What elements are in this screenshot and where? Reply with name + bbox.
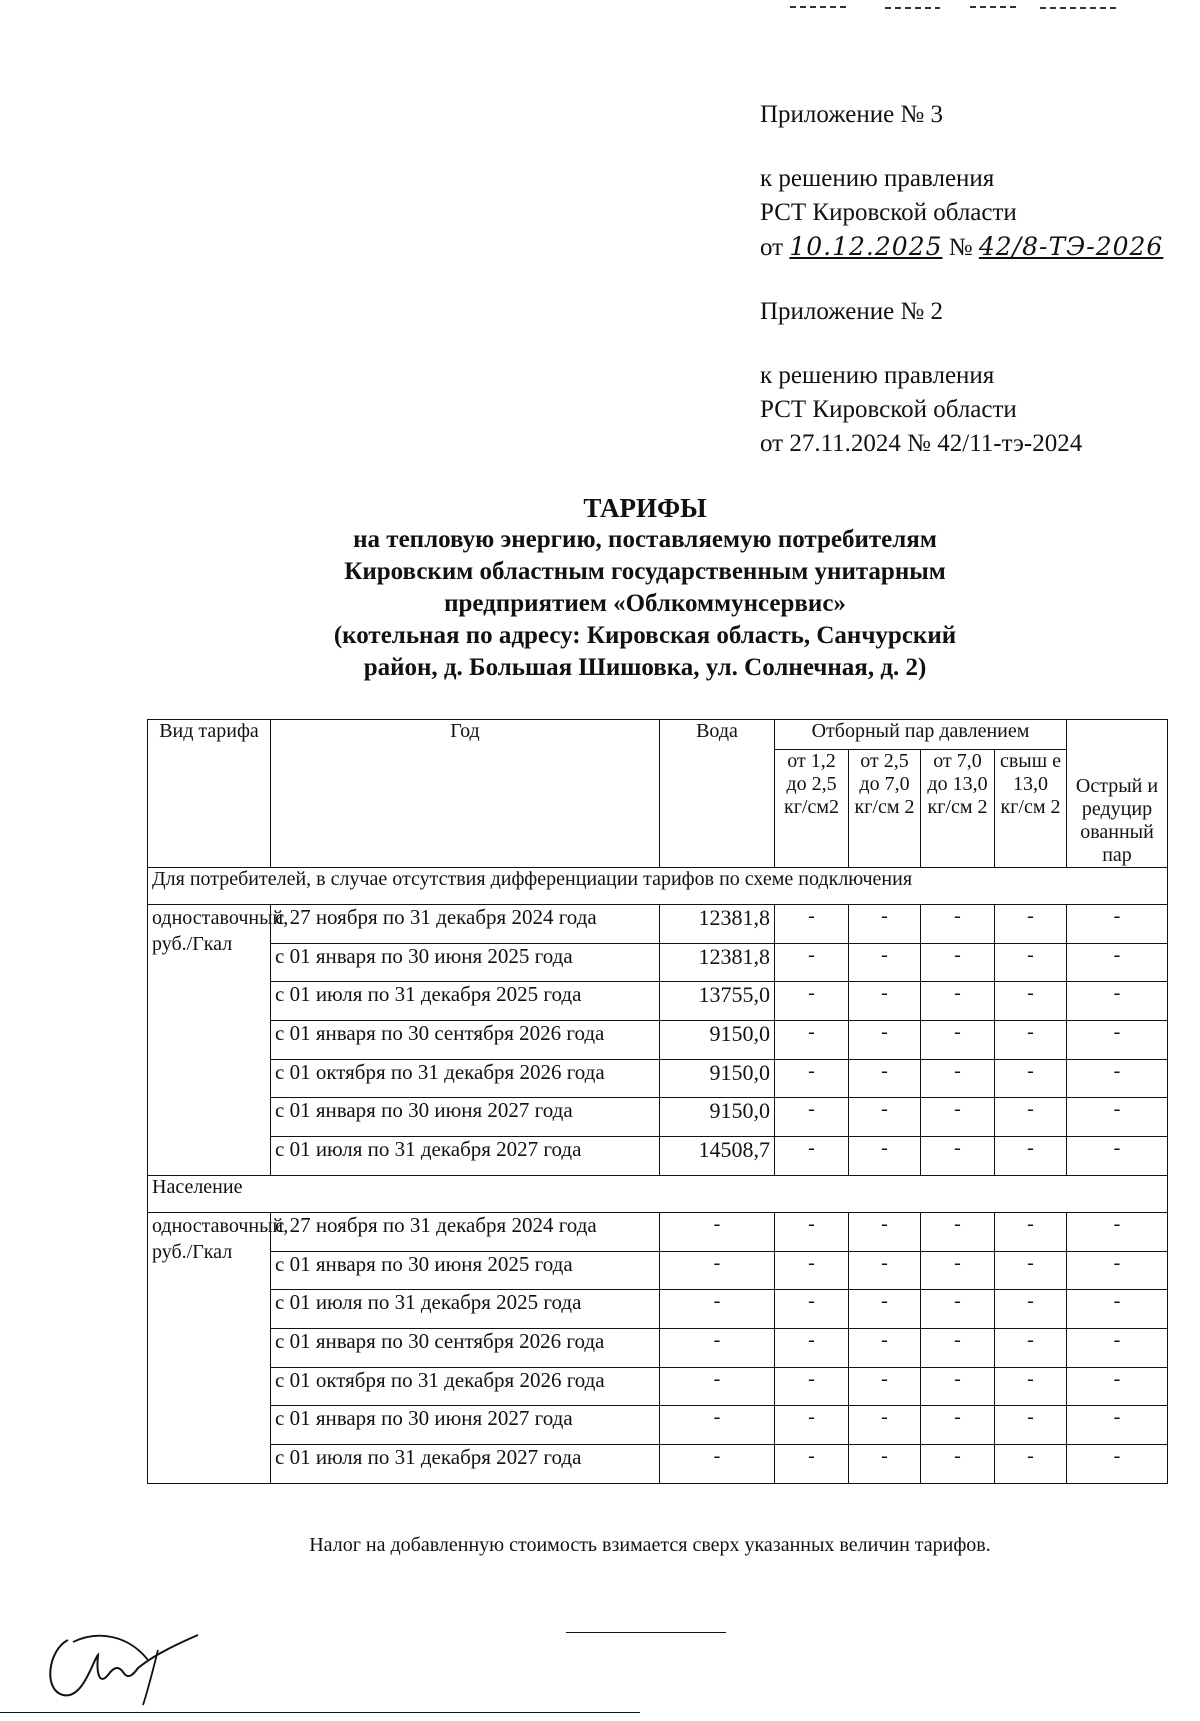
sharp-steam-cell: - <box>1067 943 1168 982</box>
pressure-3-cell: - <box>921 1406 995 1445</box>
header-kind: Вид тарифа <box>148 720 271 868</box>
table-row <box>148 1328 1168 1367</box>
water-cell: 12381,8 <box>660 943 775 982</box>
pressure-1-cell: - <box>775 943 849 982</box>
header-sharp-steam: Острый и редуцир ованный пар <box>1067 720 1168 868</box>
water-cell: - <box>660 1212 775 1251</box>
pressure-4-cell: - <box>995 1137 1067 1176</box>
scan-edge-marks <box>790 0 1130 8</box>
water-cell: - <box>660 1251 775 1290</box>
table-row <box>148 1059 1168 1098</box>
water-cell: 9150,0 <box>660 1059 775 1098</box>
water-cell: - <box>660 1444 775 1483</box>
sharp-steam-cell: - <box>1067 1251 1168 1290</box>
pressure-2-cell: - <box>849 943 921 982</box>
sharp-steam-cell: - <box>1067 1367 1168 1406</box>
header-pressure-1: от 1,2 до 2,5 кг/см2 <box>775 750 849 868</box>
sharp-steam-cell: - <box>1067 1059 1168 1098</box>
period-cell: с 01 июля по 31 декабря 2027 года <box>271 1137 660 1176</box>
pressure-2-cell: - <box>849 1137 921 1176</box>
water-cell: - <box>660 1290 775 1329</box>
pressure-4-cell: - <box>995 1406 1067 1445</box>
pressure-1-cell: - <box>775 1098 849 1137</box>
pressure-2-cell: - <box>849 1290 921 1329</box>
pressure-2-cell: - <box>849 905 921 944</box>
sharp-steam-cell: - <box>1067 1137 1168 1176</box>
water-cell: 12381,8 <box>660 905 775 944</box>
pressure-3-cell: - <box>921 943 995 982</box>
period-cell: с 01 января по 30 июня 2025 года <box>271 943 660 982</box>
table-row <box>148 1290 1168 1329</box>
vat-footnote: Налог на добавленную стоимость взимается сверх указанных величин тарифов. <box>309 1534 991 1556</box>
sharp-steam-cell: - <box>1067 1290 1168 1329</box>
sharp-steam-cell: - <box>1067 1444 1168 1483</box>
pressure-4-cell: - <box>995 1251 1067 1290</box>
pressure-1-cell: - <box>775 1059 849 1098</box>
appendix3-num-label: № <box>948 234 973 261</box>
table-row <box>148 1212 1168 1251</box>
pressure-4-cell: - <box>995 982 1067 1021</box>
pressure-2-cell: - <box>849 1021 921 1060</box>
title-line4: (котельная по адресу: Кировская область, Санчурский <box>333 622 957 649</box>
water-cell: - <box>660 1406 775 1445</box>
table-row <box>148 982 1168 1021</box>
period-cell: с 01 января по 30 сентября 2026 года <box>271 1328 660 1367</box>
pressure-4-cell: - <box>995 943 1067 982</box>
table-row <box>148 1251 1168 1290</box>
title-line5: район, д. Большая Шишовка, ул. Солнечная, д. 2) <box>363 654 927 681</box>
appendix3-date: 10.12.2025 <box>789 232 943 261</box>
appendix3-line2: РСТ Кировской области <box>760 199 1017 226</box>
sharp-steam-cell: - <box>1067 1098 1168 1137</box>
water-cell: - <box>660 1328 775 1367</box>
appendix3-number: 42/8-ТЭ-2026 <box>978 232 1164 261</box>
pressure-4-cell: - <box>995 905 1067 944</box>
pressure-4-cell: - <box>995 1098 1067 1137</box>
appendix-header <box>760 98 1163 461</box>
period-cell: с 01 июля по 31 декабря 2027 года <box>271 1444 660 1483</box>
pressure-3-cell: - <box>921 1212 995 1251</box>
pressure-2-cell: - <box>849 1098 921 1137</box>
sharp-steam-cell: - <box>1067 1406 1168 1445</box>
header-water: Вода <box>660 720 775 868</box>
pressure-4-cell: - <box>995 1367 1067 1406</box>
pressure-1-cell: - <box>775 1290 849 1329</box>
header-year: Год <box>271 720 660 868</box>
pressure-3-cell: - <box>921 1367 995 1406</box>
header-pressure-2: от 2,5 до 7,0 кг/см 2 <box>849 750 921 868</box>
document-title <box>0 492 1200 684</box>
pressure-3-cell: - <box>921 982 995 1021</box>
table-row <box>148 1137 1168 1176</box>
signature-mark <box>38 1620 208 1715</box>
period-cell: с 01 июля по 31 декабря 2025 года <box>271 982 660 1021</box>
pressure-2-cell: - <box>849 1328 921 1367</box>
water-cell: - <box>660 1367 775 1406</box>
title-line2: Кировским областным государственным унитарным <box>344 558 946 585</box>
table-row <box>148 1367 1168 1406</box>
period-cell: с 01 января по 30 июня 2027 года <box>271 1098 660 1137</box>
pressure-2-cell: - <box>849 1059 921 1098</box>
header-pressure-4: свыш е 13,0 кг/см 2 <box>995 750 1067 868</box>
title-main: ТАРИФЫ <box>583 493 707 523</box>
pressure-4-cell: - <box>995 1059 1067 1098</box>
title-line1: на тепловую энергию, поставляемую потребителям <box>353 526 937 553</box>
pressure-3-cell: - <box>921 1021 995 1060</box>
section-consumers: Для потребителей, в случае отсутствия дифференциации тарифов по схеме подключения <box>148 868 1168 905</box>
separator-line <box>566 1632 726 1633</box>
page-bottom-line <box>0 1712 640 1713</box>
pressure-3-cell: - <box>921 1290 995 1329</box>
water-cell: 9150,0 <box>660 1098 775 1137</box>
pressure-2-cell: - <box>849 1251 921 1290</box>
appendix3-decision-ref <box>760 230 1163 265</box>
pressure-1-cell: - <box>775 1021 849 1060</box>
appendix2-line1: к решению правления <box>760 362 995 389</box>
tariff-kind-cell: одноставочный, руб./Гкал <box>148 905 271 1176</box>
section-population: Население <box>148 1175 1168 1212</box>
pressure-3-cell: - <box>921 1251 995 1290</box>
pressure-2-cell: - <box>849 1367 921 1406</box>
pressure-2-cell: - <box>849 1444 921 1483</box>
sharp-steam-cell: - <box>1067 1021 1168 1060</box>
table-row <box>148 905 1168 944</box>
pressure-2-cell: - <box>849 1212 921 1251</box>
pressure-4-cell: - <box>995 1021 1067 1060</box>
table-row <box>148 1444 1168 1483</box>
pressure-3-cell: - <box>921 1444 995 1483</box>
pressure-1-cell: - <box>775 1367 849 1406</box>
pressure-2-cell: - <box>849 1406 921 1445</box>
pressure-1-cell: - <box>775 1137 849 1176</box>
tariff-table <box>147 719 1168 1484</box>
pressure-3-cell: - <box>921 1059 995 1098</box>
pressure-1-cell: - <box>775 905 849 944</box>
pressure-3-cell: - <box>921 905 995 944</box>
sharp-steam-cell: - <box>1067 982 1168 1021</box>
water-cell: 14508,7 <box>660 1137 775 1176</box>
pressure-2-cell: - <box>849 982 921 1021</box>
sharp-steam-cell: - <box>1067 905 1168 944</box>
pressure-3-cell: - <box>921 1137 995 1176</box>
water-cell: 9150,0 <box>660 1021 775 1060</box>
period-cell: с 01 января по 30 июня 2027 года <box>271 1406 660 1445</box>
pressure-1-cell: - <box>775 1251 849 1290</box>
pressure-4-cell: - <box>995 1212 1067 1251</box>
pressure-1-cell: - <box>775 1444 849 1483</box>
title-line3: предприятием «Облкоммунсервис» <box>444 590 846 617</box>
table-row <box>148 1098 1168 1137</box>
period-cell: с 27 ноября по 31 декабря 2024 года <box>271 905 660 944</box>
appendix2-line3: от 27.11.2024 № 42/11-тэ-2024 <box>760 430 1083 457</box>
table-row <box>148 1406 1168 1445</box>
pressure-3-cell: - <box>921 1098 995 1137</box>
sharp-steam-cell: - <box>1067 1212 1168 1251</box>
sharp-steam-cell: - <box>1067 1328 1168 1367</box>
table-row <box>148 943 1168 982</box>
tariff-kind-cell: одноставочный, руб./Гкал <box>148 1212 271 1483</box>
appendix2-line2: РСТ Кировской области <box>760 396 1017 423</box>
pressure-1-cell: - <box>775 1212 849 1251</box>
period-cell: с 01 января по 30 сентября 2026 года <box>271 1021 660 1060</box>
header-pressure-3: от 7,0 до 13,0 кг/см 2 <box>921 750 995 868</box>
pressure-4-cell: - <box>995 1444 1067 1483</box>
period-cell: с 01 октября по 31 декабря 2026 года <box>271 1367 660 1406</box>
water-cell: 13755,0 <box>660 982 775 1021</box>
table-row <box>148 1021 1168 1060</box>
appendix3-title: Приложение № 3 <box>760 101 944 128</box>
period-cell: с 01 января по 30 июня 2025 года <box>271 1251 660 1290</box>
pressure-4-cell: - <box>995 1328 1067 1367</box>
pressure-1-cell: - <box>775 1406 849 1445</box>
period-cell: с 01 июля по 31 декабря 2025 года <box>271 1290 660 1329</box>
pressure-4-cell: - <box>995 1290 1067 1329</box>
appendix3-line1: к решению правления <box>760 165 995 192</box>
period-cell: с 01 октября по 31 декабря 2026 года <box>271 1059 660 1098</box>
pressure-3-cell: - <box>921 1328 995 1367</box>
pressure-1-cell: - <box>775 982 849 1021</box>
header-steam: Отборный пар давлением <box>775 720 1067 750</box>
pressure-1-cell: - <box>775 1328 849 1367</box>
period-cell: с 27 ноября по 31 декабря 2024 года <box>271 1212 660 1251</box>
appendix3-from-label: от <box>760 234 784 261</box>
appendix2-title: Приложение № 2 <box>760 298 944 325</box>
